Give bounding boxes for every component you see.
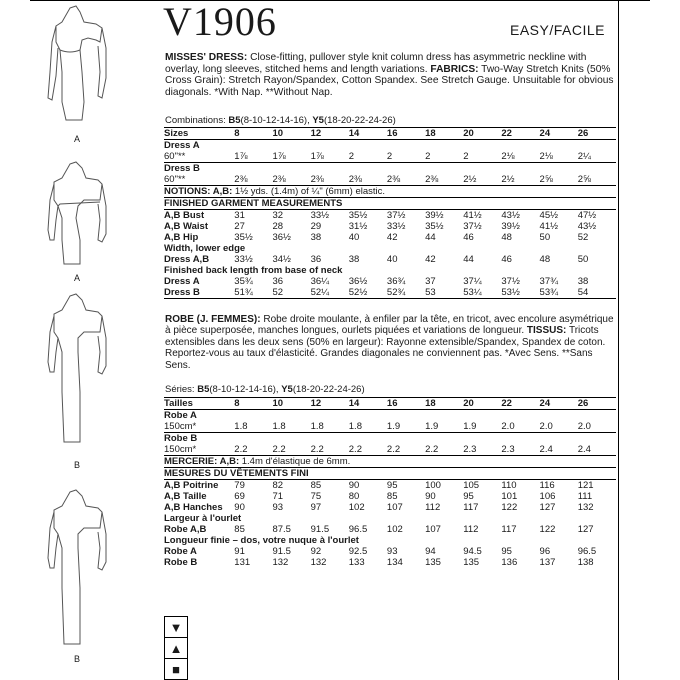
dress-a-label: Dress A: [164, 140, 200, 151]
measure-cell: 96.5: [348, 524, 368, 535]
figure-label: A: [74, 134, 81, 144]
measure-cell: 132: [577, 502, 594, 513]
measure-cell: 97: [310, 502, 322, 513]
figure-column: [30, 0, 130, 680]
yardage-cell: 2: [387, 151, 425, 163]
yardage-cell: 2.0: [540, 421, 578, 433]
width-title: Width, lower edge: [164, 243, 246, 254]
measure-cell: 132: [272, 557, 289, 568]
size-cell: 18: [425, 398, 463, 410]
measure-cell: 40: [348, 232, 360, 243]
measure-cell: 71: [272, 491, 284, 502]
measure-cell: 33½: [386, 221, 406, 232]
size-cell: 8: [234, 398, 272, 410]
yardage-cell: 2⅜: [311, 174, 349, 186]
measure-cell: 127: [539, 502, 556, 513]
measure-cell: 80: [348, 491, 360, 502]
measure-cell: 92: [310, 546, 322, 557]
measure-cell: 75: [310, 491, 322, 502]
measure-cell: 137: [539, 557, 556, 568]
yardage-cell: 2.0: [501, 421, 539, 433]
measure-cell: 53¾: [540, 287, 578, 299]
measure-cell: 37½: [501, 276, 520, 287]
page-right-rule: [618, 0, 619, 680]
combo-y5-sizes: (18-20-22-24-26): [323, 115, 396, 126]
square-icon: ■: [172, 662, 180, 677]
measure-cell: 36: [310, 254, 322, 265]
yardage-cell: 2⅜: [425, 174, 463, 186]
row-label: Robe A: [164, 546, 197, 557]
measure-cell: 95: [387, 480, 425, 492]
measure-cell: 39½: [501, 221, 520, 232]
description-body: Close-fitting, pullover style knit column dress has asymmetric neckline with overlay, long sleeves, stitched hems and length variations.: [165, 52, 587, 75]
yardage-cell: 2⅛: [540, 151, 578, 163]
measure-cell: 39½: [425, 210, 463, 222]
row-label: A,B Hip: [164, 232, 199, 243]
row-label: A,B Waist: [164, 221, 208, 232]
size-cell: 22: [501, 128, 539, 140]
table-row: [164, 221, 616, 232]
notions-text: 1.4m d'élastique de 6mm.: [239, 456, 351, 467]
measure-cell: 37¼: [463, 276, 482, 287]
table-row: [164, 265, 616, 276]
measure-cell: 46: [463, 232, 474, 243]
yardage-cell: 2⅜: [349, 174, 387, 186]
size-cell: 14: [349, 398, 387, 410]
dress-a-front-figure: [40, 2, 130, 132]
measure-cell: 102: [348, 502, 365, 513]
yardage-cell: 2.2: [311, 444, 349, 456]
measure-cell: 35½: [425, 221, 444, 232]
measure-cell: 122: [501, 502, 518, 513]
table-row: [164, 421, 616, 433]
measure-cell: 54: [578, 287, 616, 299]
measure-cell: 85: [311, 480, 349, 492]
size-cell: 12: [311, 398, 349, 410]
yardage-cell: 1.8: [349, 421, 387, 433]
measure-cell: 52: [272, 287, 310, 299]
arrow-up-icon: ▲: [165, 638, 187, 659]
arrow-down-icon: ▼: [165, 617, 187, 638]
fabrics-title: FABRICS:: [430, 63, 479, 75]
measure-cell: 91.5: [310, 524, 330, 535]
yardage-cell: 1.9: [425, 421, 463, 433]
measure-cell: 53½: [501, 287, 539, 299]
yardage-cell: 2⅜: [387, 174, 425, 186]
measure-cell: 33½: [234, 254, 253, 265]
yardage-cell: 2.3: [501, 444, 539, 456]
row-label: A,B Bust: [164, 210, 234, 222]
description-body: Robe droite moulante, à enfiler par la tête, en tricot, avec encolure asymétrique à pièce superposée, manches longues, ourlets piquées et variations de longueur.: [165, 314, 614, 337]
table-row: [164, 468, 616, 480]
finished-measurements-title: MESURES DU VÊTEMENTS FINI: [164, 468, 309, 479]
table-row: [164, 535, 616, 546]
table-row: [164, 480, 616, 492]
table-row: [164, 513, 616, 524]
yardage-cell: 2.2: [425, 444, 463, 456]
yardage-cell: 2⅜: [234, 174, 272, 186]
measure-cell: 31½: [348, 221, 368, 232]
size-cell: 12: [311, 128, 349, 140]
measure-cell: 94.5: [463, 546, 482, 557]
table-row: [164, 198, 616, 210]
measure-cell: 127: [577, 524, 594, 535]
measure-cell: 69: [234, 491, 245, 502]
row-label: Dress A: [164, 276, 200, 287]
yardage-cell: 2½: [463, 174, 501, 186]
yardage-cell: 2.2: [387, 444, 425, 456]
measure-cell: 112: [425, 502, 441, 513]
measure-cell: 122: [539, 524, 556, 535]
yardage-cell: 1.8: [272, 421, 310, 433]
measure-cell: 82: [272, 480, 310, 492]
measure-cell: 50: [577, 254, 589, 265]
description-en: [165, 52, 617, 98]
measure-cell: 37: [425, 276, 436, 287]
combo-b5: B5: [197, 384, 210, 395]
measure-cell: 135: [425, 557, 441, 568]
yardage-cell: 2⅝: [540, 174, 578, 186]
measure-cell: 44: [463, 254, 474, 265]
row-label: Dress B: [164, 287, 234, 299]
measure-cell: 36¼: [310, 276, 330, 287]
measure-cell: 38: [310, 232, 322, 243]
notions-label: NOTIONS: A,B:: [164, 186, 233, 197]
measure-cell: 92.5: [348, 546, 368, 557]
size-cell: 24: [540, 398, 578, 410]
notions-row: [164, 186, 616, 198]
measure-cell: 93: [386, 546, 398, 557]
measure-cell: 96.5: [577, 546, 597, 557]
yardage-cell: 2.2: [234, 444, 272, 456]
measure-cell: 52½: [349, 287, 387, 299]
measure-cell: 52: [577, 232, 589, 243]
table-row: [164, 232, 616, 243]
measure-cell: 31: [234, 210, 272, 222]
yardage-cell: 1⅞: [311, 151, 349, 163]
measure-cell: 131: [234, 557, 251, 568]
difficulty-level: EASY/FACILE: [510, 22, 605, 38]
measure-cell: 135: [463, 557, 480, 568]
measure-cell: 41½: [539, 221, 559, 232]
measure-cell: 37½: [387, 210, 425, 222]
yardage-table-fr: [164, 397, 616, 568]
figure-label: A: [74, 273, 81, 283]
table-row: [164, 287, 616, 299]
robe-a-label: Robe A: [164, 410, 197, 421]
table-row: [164, 546, 616, 557]
measure-cell: 32: [272, 210, 310, 222]
description-title: MISSES' DRESS:: [165, 52, 248, 63]
yardage-cell: 2.4: [540, 444, 578, 456]
combo-b5-sizes: (8-10-12-14-16),: [240, 115, 310, 126]
size-cell: 14: [349, 128, 387, 140]
yardage-cell: 2.0: [578, 421, 616, 433]
sizes-header: Tailles: [164, 398, 234, 410]
size-cell: 18: [425, 128, 463, 140]
measure-cell: 52¾: [387, 287, 425, 299]
measure-cell: 132: [310, 557, 327, 568]
measure-cell: 90: [349, 480, 387, 492]
measure-cell: 107: [425, 524, 441, 535]
fabric-width: 60"**: [164, 151, 234, 163]
pattern-number: V1906: [163, 0, 277, 44]
measure-cell: 34½: [272, 254, 291, 265]
measure-cell: 41½: [463, 210, 501, 222]
table-row: [164, 276, 616, 287]
table-row: [164, 151, 616, 163]
dress-b-label: Dress B: [164, 163, 200, 174]
measure-cell: 111: [577, 491, 593, 502]
combinations-label: Combinations:: [165, 115, 226, 126]
yardage-cell: 2.2: [349, 444, 387, 456]
size-cell: 22: [501, 398, 539, 410]
size-cell: 26: [578, 398, 616, 410]
measure-cell: 44: [425, 232, 436, 243]
table-row: [164, 163, 616, 175]
measure-cell: 90: [234, 502, 245, 513]
combo-y5: Y5: [312, 115, 324, 126]
dress-b-back-figure: [40, 488, 130, 648]
yardage-cell: 1⅞: [234, 151, 272, 163]
measure-cell: 138: [577, 557, 594, 568]
size-cell: 26: [578, 128, 616, 140]
measure-cell: 117: [501, 524, 517, 535]
measure-cell: 36½: [272, 232, 291, 243]
fabric-width: 150cm*: [164, 444, 234, 456]
measure-cell: 91: [234, 546, 245, 557]
combinations-fr: [165, 384, 365, 395]
yardage-cell: 2: [349, 151, 387, 163]
measure-cell: 35½: [349, 210, 387, 222]
measure-cell: 43½: [577, 221, 597, 232]
measure-cell: 116: [540, 480, 578, 492]
row-label: A,B Hanches: [164, 502, 223, 513]
size-cell: 8: [234, 128, 272, 140]
measure-cell: 37½: [463, 221, 482, 232]
notions-label: MERCERIE: A,B:: [164, 456, 240, 467]
figure-label: B: [74, 460, 81, 470]
measure-cell: 53¼: [463, 287, 501, 299]
yardage-cell: 2½: [501, 174, 539, 186]
measure-cell: 48: [501, 232, 512, 243]
symbol-key: [164, 616, 188, 680]
measure-cell: 100: [425, 480, 463, 492]
length-title: Longueur finie – dos, votre nuque à l'ourlet: [164, 535, 359, 546]
measure-cell: 48: [539, 254, 551, 265]
measure-cell: 29: [310, 221, 322, 232]
yardage-cell: 2: [425, 151, 463, 163]
measure-cell: 38: [577, 276, 589, 287]
yardage-cell: 2.2: [272, 444, 310, 456]
figure-label: B: [74, 654, 81, 664]
fabrics-title: TISSUS:: [526, 325, 567, 337]
measure-cell: 90: [425, 491, 436, 502]
table-row: [164, 502, 616, 513]
combo-y5-sizes: (18-20-22-24-26): [292, 384, 365, 395]
fabrics-body: Tricots extensibles dans les deux sens (50% en largeur): Rayonne extensible/Spandex, Spandex de coton. Reportez-vous au taux d'élasticité. Grandes diagonales ne conviennent pas. *Avec Sens. **Sans Sens.: [165, 325, 606, 371]
table-row: [164, 444, 616, 456]
size-header-row: [164, 398, 616, 410]
fabric-width: 60"**: [164, 174, 234, 186]
measure-cell: 42: [386, 232, 398, 243]
measure-cell: 112: [463, 524, 479, 535]
combo-y5: Y5: [281, 384, 293, 395]
measure-cell: 47½: [578, 210, 616, 222]
table-row: [164, 524, 616, 535]
table-row: [164, 557, 616, 568]
row-label: Robe B: [164, 557, 198, 568]
dress-a-back-figure: [40, 160, 130, 270]
measure-cell: 53: [425, 287, 463, 299]
combo-b5-sizes: (8-10-12-14-16),: [209, 384, 279, 395]
table-row: [164, 410, 616, 422]
measure-cell: 93: [272, 502, 284, 513]
length-title: Finished back length from base of neck: [164, 265, 343, 276]
yardage-cell: 1⅞: [272, 151, 310, 163]
measure-cell: 105: [463, 480, 501, 492]
size-cell: 16: [387, 128, 425, 140]
description-fr: [165, 314, 617, 371]
yardage-cell: 2.4: [578, 444, 616, 456]
measure-cell: 35½: [234, 232, 253, 243]
robe-b-label: Robe B: [164, 433, 198, 444]
combo-b5: B5: [228, 115, 241, 126]
table-row: [164, 174, 616, 186]
table-row: [164, 491, 616, 502]
table-row: [164, 210, 616, 222]
row-label: A,B Poitrine: [164, 480, 234, 492]
yardage-cell: 2.3: [463, 444, 501, 456]
table-row: [164, 254, 616, 265]
table-row: [164, 433, 616, 445]
measure-cell: 101: [501, 491, 518, 502]
measure-cell: 110: [501, 480, 539, 492]
measure-cell: 33½: [311, 210, 349, 222]
measure-cell: 102: [386, 524, 403, 535]
measure-cell: 136: [501, 557, 518, 568]
yardage-cell: 2⅛: [501, 151, 539, 163]
measure-cell: 42: [425, 254, 436, 265]
measure-cell: 50: [539, 232, 551, 243]
sizes-header: Sizes: [164, 128, 234, 140]
size-cell: 20: [463, 128, 501, 140]
measure-cell: 52¼: [311, 287, 349, 299]
combinations-en: [165, 115, 396, 126]
measure-cell: 121: [578, 480, 616, 492]
table-row: [164, 243, 616, 254]
yardage-cell: 1.8: [234, 421, 272, 433]
measure-cell: 35¾: [234, 276, 253, 287]
yardage-cell: 2⅜: [272, 174, 310, 186]
description-title: ROBE (J. FEMMES):: [165, 314, 261, 325]
yardage-cell: 2¼: [578, 151, 616, 163]
measure-cell: 106: [539, 491, 556, 502]
notions-text: 1½ yds. (1.4m) of ¼" (6mm) elastic.: [232, 186, 386, 197]
size-header-row: [164, 128, 616, 140]
measure-cell: 134: [386, 557, 403, 568]
measure-cell: 46: [501, 254, 512, 265]
size-cell: 16: [387, 398, 425, 410]
yardage-cell: 1.8: [311, 421, 349, 433]
dress-b-front-figure: [40, 292, 130, 452]
measure-cell: 96: [539, 546, 551, 557]
size-cell: 10: [272, 128, 310, 140]
fabrics-body: Two-Way Stretch Knits (50% Cross Grain): Stretch Rayon/Spandex, Cotton Spandex. See Stretch Gauge. Unsuitable for obvious diagonals. *With Nap. **Without Nap.: [165, 63, 614, 98]
measure-cell: 91.5: [272, 546, 291, 557]
size-cell: 20: [463, 398, 501, 410]
yardage-cell: 1.9: [387, 421, 425, 433]
measure-cell: 51¾: [234, 287, 272, 299]
fabric-width: 150cm*: [164, 421, 234, 433]
finished-measurements-title: FINISHED GARMENT MEASUREMENTS: [164, 198, 343, 209]
yardage-cell: 2: [463, 151, 501, 163]
width-title: Largeur à l'ourlet: [164, 513, 242, 524]
combinations-label: Séries:: [165, 384, 195, 395]
measure-cell: 85: [386, 491, 398, 502]
size-cell: 24: [540, 128, 578, 140]
measure-cell: 38: [348, 254, 360, 265]
measure-cell: 95: [501, 546, 512, 557]
measure-cell: 27: [234, 221, 245, 232]
measure-cell: 94: [425, 546, 436, 557]
measure-cell: 95: [463, 491, 474, 502]
measure-cell: 36¾: [386, 276, 406, 287]
measure-cell: 87.5: [272, 524, 291, 535]
measure-cell: 117: [463, 502, 479, 513]
row-label: Dress A,B: [164, 254, 210, 265]
measure-cell: 107: [386, 502, 403, 513]
row-label: Robe A,B: [164, 524, 207, 535]
size-cell: 10: [272, 398, 310, 410]
measure-cell: 43½: [501, 210, 539, 222]
yardage-cell: 2⅝: [578, 174, 616, 186]
notions-row: [164, 456, 616, 468]
measure-cell: 40: [386, 254, 398, 265]
yardage-table-en: [164, 127, 616, 299]
table-row: [164, 140, 616, 152]
measure-cell: 85: [234, 524, 245, 535]
measure-cell: 28: [272, 221, 284, 232]
row-label: A,B Taille: [164, 491, 207, 502]
measure-cell: 36: [272, 276, 284, 287]
measure-cell: 45½: [540, 210, 578, 222]
measure-cell: 36½: [348, 276, 368, 287]
measure-cell: 79: [234, 480, 272, 492]
measure-cell: 37¾: [539, 276, 559, 287]
measure-cell: 133: [348, 557, 365, 568]
yardage-cell: 1.9: [463, 421, 501, 433]
